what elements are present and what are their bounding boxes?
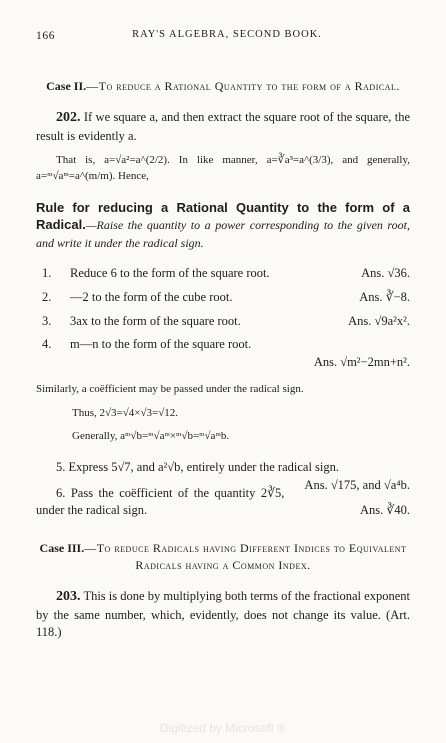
coefficient-thus: Thus, 2√3=√4×√3=√12. [72,406,179,419]
article-202-number: 202. [56,109,81,125]
watermark: Digitized by Microsoft ® [159,720,287,735]
example-5 [36,459,410,492]
example-3 [36,313,410,331]
example-answer: Ans. √175, and √a⁴b. [304,477,410,492]
case-2-heading [36,78,410,95]
example-4-answer: Ans. √m²−2mn+n². [313,355,410,370]
example-text: m—n to the form of the square root. [70,337,252,352]
example-number: 2. [42,289,52,304]
article-203-text: This is done by multiplying both terms of the fractional exponent by the same number, which, evidently, does not change its value. (Art. 118.) [36,588,410,640]
rule-heading: Rule for reducing a Rational Quantity to the form of a Radical. [36,199,410,233]
example-number: 5. [56,459,66,474]
rule-block [36,199,410,252]
coefficient-generally: Generally, aᵐ√b=ᵐ√aᵐ×ᵐ√b=ᵐ√aᵐb. [72,430,230,443]
example-number: 6. [56,485,66,500]
article-202-that-is: That is, a=√a²=a^(2/2). In like manner, a=∛a³=a^(3/3), and generally, a=ᵐ√aᵐ=a^(m/m). Hence, [36,154,410,182]
case-3-label: Case III. [39,541,85,556]
article-202 [36,108,410,146]
example-number: 1. [42,266,52,281]
case-2-label: Case II. [46,79,87,94]
example-text: Express 5√7, and a²√b, entirely under the radical sign. [68,459,340,474]
example-answer: Ans. √9a²x². [348,313,410,328]
article-203-number: 203. [56,588,81,604]
rule-text: —Raise the quantity to a power corresponding to the given root, and write it under the radical sign. [36,218,410,250]
example-answer: Ans. √36. [361,266,410,281]
running-title: RAY'S ALGEBRA, SECOND BOOK. [132,29,322,40]
example-answer: Ans. ∛40. [360,503,410,518]
examples-list [36,265,410,372]
page-number: 166 [36,30,56,42]
case-3-heading [36,540,410,575]
example-4 [36,336,410,354]
example-text: Pass the coëfficient of the quantity 2∛5, under the radical sign. [36,485,285,518]
article-203 [36,587,410,642]
example-text: —2 to the form of the cube root. [70,289,233,304]
page-header [36,28,410,44]
coefficient-note: Similarly, a coëfficient may be passed under the radical sign. [36,382,304,395]
case-2-title: —To reduce a Rational Quantity to the form of a Radical. [86,79,400,94]
article-202-text: If we square a, and then extract the square root of the square, the result is evidently a. [36,109,410,143]
example-text: 3ax to the form of the square root. [70,313,241,328]
example-1 [36,265,410,283]
case-3-title: —To reduce Radicals having Different Indices to Equivalent Radicals having a Common Index. [84,541,407,573]
example-answer: Ans. ∛−8. [359,289,410,304]
example-text: Reduce 6 to the form of the square root. [70,266,270,281]
example-2 [36,289,410,307]
examples-list-2 [36,459,410,520]
example-number: 3. [42,313,52,328]
example-number: 4. [42,337,52,352]
